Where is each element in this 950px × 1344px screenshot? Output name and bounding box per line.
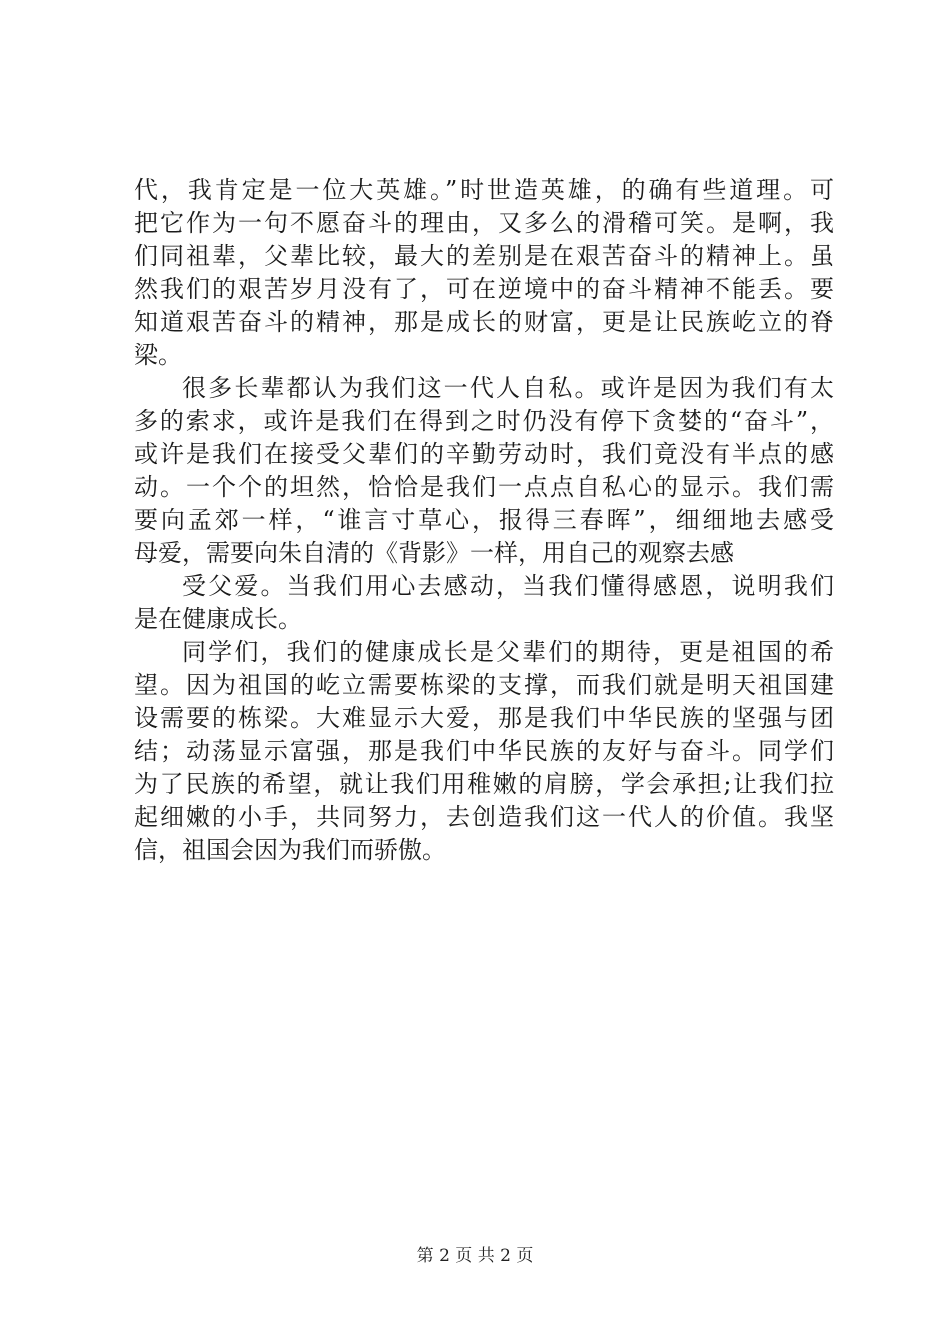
text-line: 梁。: [134, 341, 182, 369]
page-number: 第 2 页 共 2 页: [416, 1246, 534, 1266]
text-line: 起细嫩的小手，共同努力，去创造我们这一代人的价值。我坚: [134, 803, 834, 831]
page-footer: [0, 1244, 950, 1268]
text-line: 然我们的艰苦岁月没有了，可在逆境中的奋斗精神不能丢。要: [134, 275, 834, 303]
text-line: 要向孟郊一样，“谁言寸草心，报得三春晖”，细细地去感受: [134, 506, 834, 534]
text-line: 动。一个个的坦然，恰恰是我们一点点自私心的显示。我们需: [134, 473, 834, 501]
text-line: 望。因为祖国的屹立需要栋梁的支撑，而我们就是明天祖国建: [134, 671, 834, 699]
text-line: 是在健康成长。: [134, 605, 302, 633]
text-line: 受父爱。当我们用心去感动，当我们懂得感恩，说明我们: [182, 572, 834, 600]
body-text: [134, 174, 834, 867]
text-line: 设需要的栋梁。大难显示大爱，那是我们中华民族的坚强与团: [134, 704, 834, 732]
text-line: 信，祖国会因为我们而骄傲。: [134, 836, 446, 864]
text-line: 结；动荡显示富强，那是我们中华民族的友好与奋斗。同学们: [134, 737, 834, 765]
text-line: 同学们，我们的健康成长是父辈们的期待，更是祖国的希: [182, 638, 834, 666]
text-line: 母爱，需要向朱自清的《背影》一样，用自己的观察去感: [134, 539, 734, 567]
text-line: 代，我肯定是一位大英雄。”时世造英雄，的确有些道理。可: [134, 176, 834, 204]
text-line: 或许是我们在接受父辈们的辛勤劳动时，我们竟没有半点的感: [134, 440, 834, 468]
text-line: 多的索求，或许是我们在得到之时仍没有停下贪婪的“奋斗”，: [134, 407, 834, 435]
text-line: 知道艰苦奋斗的精神，那是成长的财富，更是让民族屹立的脊: [134, 308, 834, 336]
text-line: 很多长辈都认为我们这一代人自私。或许是因为我们有太: [182, 374, 834, 402]
text-line: 们同祖辈，父辈比较，最大的差别是在艰苦奋斗的精神上。虽: [134, 242, 834, 270]
text-line: 把它作为一句不愿奋斗的理由，又多么的滑稽可笑。是啊，我: [134, 209, 834, 237]
text-line: 为了民族的希望，就让我们用稚嫩的肩膀，学会承担;让我们拉: [134, 770, 834, 798]
